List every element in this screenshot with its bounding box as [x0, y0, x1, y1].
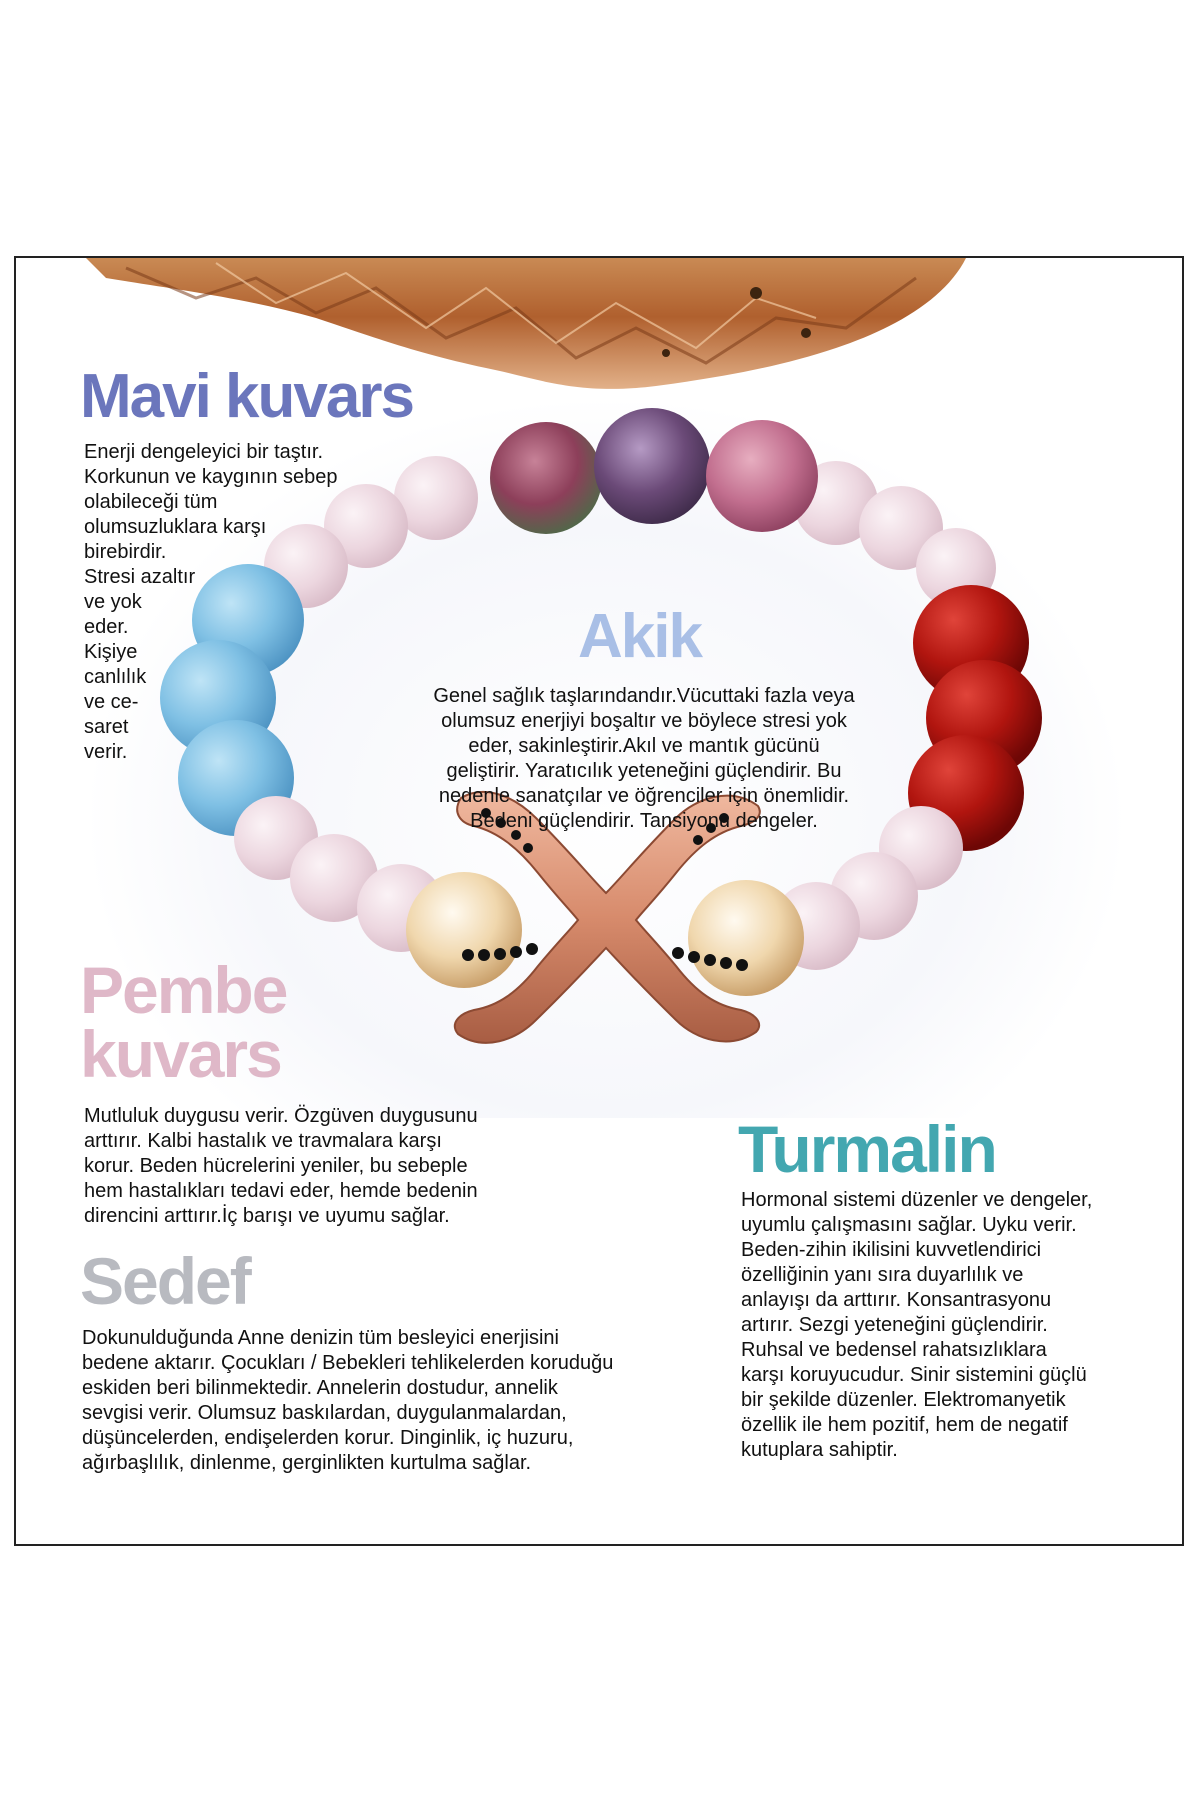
mavi-kuvars-title: Mavi kuvars — [80, 362, 413, 431]
sedef-title: Sedef — [80, 1244, 250, 1318]
akik-description: Genel sağlık taşlarındandır.Vücuttaki fazla veya olumsuz enerjiyi boşaltır ve böylece stresi yok eder, sakinleştirir.Akıl ve mantık gücünü geliştirir. Yaratıcılık yeteneğini güçlendirir. Bu nedenle sanatçılar ve öğrenciler için önemlidir. Bedeni güçlendirir. Tansiyonu dengeler. — [433, 685, 855, 832]
mavi-kuvars-description: Enerji dengeleyici bir taştır. Korkunun ve kaygının sebep olabileceği tüm olumsuzluklara karşı birebirdir. Stresi azaltır ve yok eder. Kişiye canlılık ve ce- saret verir. — [84, 441, 338, 763]
sedef-description: Dokunulduğunda Anne denizin tüm besleyici enerjisini bedene aktarır. Çocukları / Bebekleri tehlikelerden koruduğu eskiden beri bilinmektedir. Annelerin dostudur, annelik sevgisi verir. Olumsuz baskılardan, duygulanmalardan, düşüncelerden, endişelerden korur. Dinginlik, iç huzuru, ağırbaşlılık, dinlenme, gerginlikten kurtulma sağlar. — [82, 1327, 614, 1474]
pembe-kuvars-description: Mutluluk duygusu verir. Özgüven duygusunu arttırır. Kalbi hastalık ve travmalara karşı korur. Beden hücrelerini yeniler, bu sebeple hem hastalıkları tedavi eder, hemde bedenin direncini arttırır.İç barışı ve uyumu sağlar. — [84, 1105, 478, 1227]
akik-title: Akik — [578, 602, 701, 671]
pembe-kuvars-title: Pembe kuvars — [80, 953, 287, 1091]
turmalin-description: Hormonal sistemi düzenler ve dengeler, uyumlu çalışmasını sağlar. Uyku verir. Beden-zihin ikilisini kuvvetlendirici özelliğinin yanı sıra duyarlılık ve anlayışı da arttırır. Konsantrasyonu artırır. Sezgi yeteneğini güçlendirir. Ruhsal ve bedensel rahatsızlıklara karşı koruyucudur. Sinir sistemini güçlü bir şekilde düzenler. Elektromanyetik özellik ile hem pozitif, hem de negatif kutuplara sahiptir. — [741, 1189, 1093, 1461]
turmalin-title: Turmalin — [738, 1112, 996, 1186]
infographic-frame — [14, 256, 1184, 1546]
